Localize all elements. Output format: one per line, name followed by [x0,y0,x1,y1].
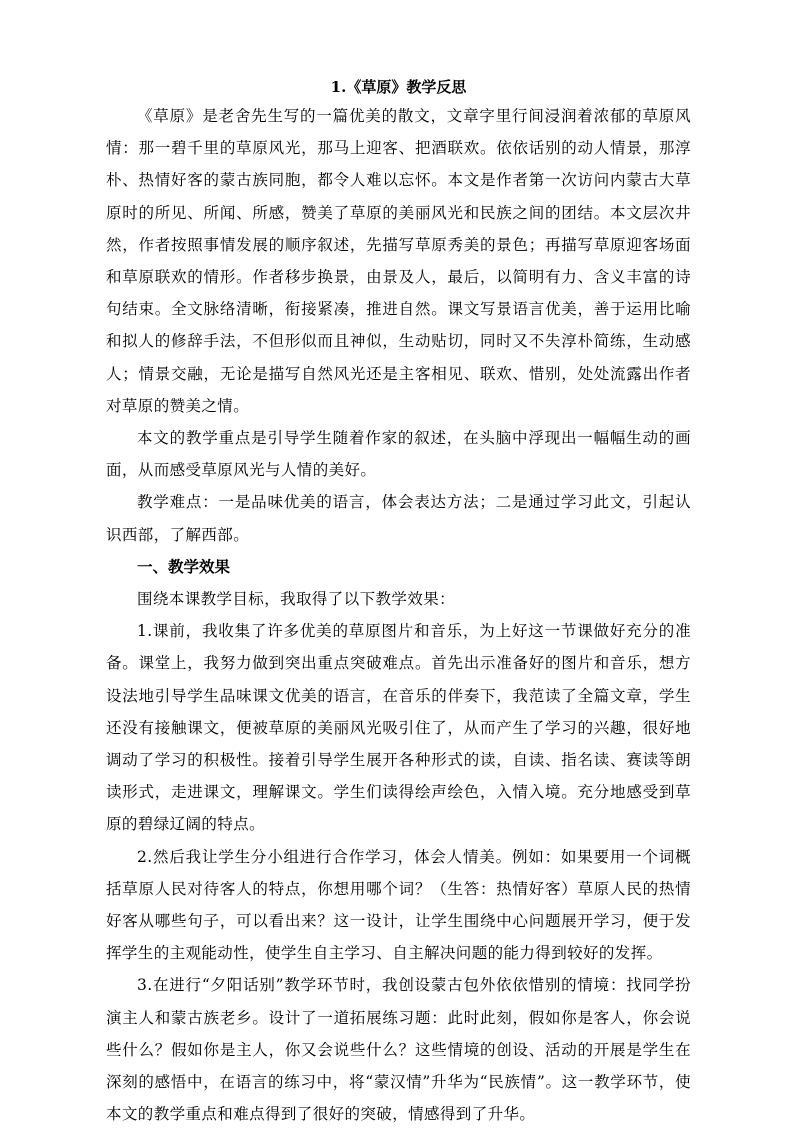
effect-item-1: 1.课前，我收集了许多优美的草原图片和音乐，为上好这一节课做好充分的准备。课堂上，我努力做到突出重点突破难点。首先出示准备好的图片和音乐，想方设法地引导学生品味课文优美的语言，在音乐的伴奏下，我范读了全篇文章，学生还没有接触课文，便被草原的美丽风光吸引住了，从而产生了学习的兴趣，很好地调动了学习的积极性。接着引导学生展开各种形式的读，自读、指名读、赛读等朗读形式，走进课文，理解课文。学生们读得绘声绘色，入情入境。充分地感受到草原的碧绿辽阔的特点。 [106,622,691,834]
teaching-difficulty-paragraph: 教学难点：一是品味优美的语言，体会表达方法；二是通过学习此文，引起认识西部，了解西部。 [106,493,691,544]
teaching-focus-paragraph: 本文的教学重点是引导学生随着作家的叙述，在头脑中浮现出一幅幅生动的画面，从而感受草原风光与人情的美好。 [106,429,691,480]
effect-intro-paragraph: 围绕本课教学目标，我取得了以下教学效果： [137,590,456,609]
section-heading-teaching-effect: 一、教学效果 [137,556,231,576]
intro-paragraph: 《草原》是老舍先生写的一篇优美的散文，文章字里行间浸润着浓郁的草原风情：那一碧千里的草原风光，那马上迎客、把酒联欢。依依话别的动人情景，那淳朴、热情好客的蒙古族同胞，都令人难以忘怀。本文是作者第一次访问内蒙古大草原时的所见、所闻、所感，赞美了草原的美丽风光和民族之间的团结。本文层次井然，作者按照事情发展的顺序叙述，先描写草原秀美的景色；再描写草原迎客场面和草原联欢的情形。作者移步换景，由景及人，最后，以简明有力、含义丰富的诗句结束。全文脉络清晰，衔接紧凑，推进自然。课文写景语言优美，善于运用比喻和拟人的修辞手法，不但形似而且神似，生动贴切，同时又不失淳朴简练，生动感人；情景交融，无论是描写自然风光还是主客相见、联欢、惜别，处处流露出作者对草原的赞美之情。 [106,107,691,415]
document-title: 1.《草原》教学反思 [330,78,467,96]
document-page [106,76,691,1131]
effect-item-2: 2.然后我让学生分小组进行合作学习，体会人情美。例如：如果要用一个词概括草原人民对待客人的特点，你想用哪个词？（生答：热情好客）草原人民的热情好客从哪些句子，可以看出来？这一设计，让学生围绕中心问题展开学习，便于发挥学生的主观能动性，使学生自主学习、自主解决问题的能力得到较好的发挥。 [106,847,691,963]
effect-item-3: 3.在进行“夕阳话别”教学环节时，我创设蒙古包外依依惜别的情境：找同学扮演主人和蒙古族老乡。设计了一道拓展练习题：此时此刻，假如你是客人，你会说些什么？假如你是主人，你又会说些什么？这些情境的创设、活动的开展是学生在深刻的感悟中，在语言的练习中，将“蒙汉情”升华为“民族情”。这一教学环节，使本文的教学重点和难点得到了很好的突破，情感得到了升华。 [106,976,691,1124]
